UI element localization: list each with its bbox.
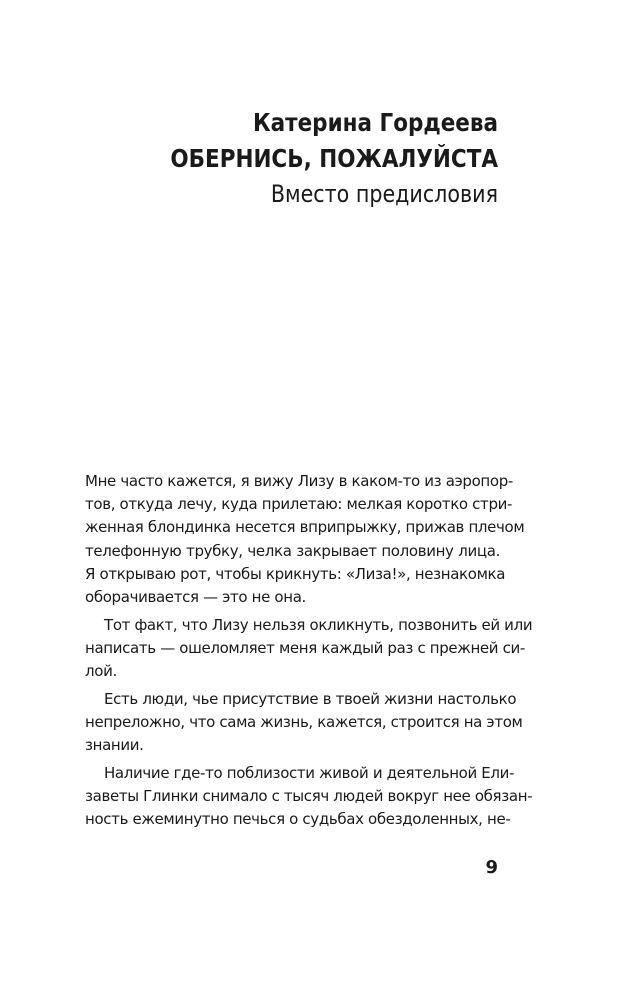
body-text [85,470,533,831]
paragraph [85,470,525,609]
paragraph [85,614,533,684]
text-line: тов, откуда лечу, куда прилетаю: мелкая коротко стри- [85,495,513,514]
text-line: заветы Глинки снимало с тысяч людей вокруг нее обязан- [85,786,533,805]
chapter-heading [78,105,498,211]
text-line: Есть люди, чье присутствие в твоей жизни настолько [104,689,517,708]
text-line: Я открываю рот, чтобы крикнуть: «Лиза!», незнакомка [85,564,506,583]
author-name: Катерина Гордеева [253,108,498,137]
chapter-title: ОБЕРНИСЬ, ПОЖАЛУЙСТА [170,144,498,173]
text-line: ность ежеминутно печься о судьбах обездоленных, не- [85,810,511,829]
text-line: оборачивается — это не она. [85,587,306,606]
paragraph [85,762,533,832]
text-line: Мне часто кажется, я вижу Лизу в каком-то из аэропор- [85,472,513,490]
text-line: знании. [85,736,144,755]
text-line: написать — ошеломляет меня каждый раз с прежней си- [85,638,525,657]
text-line: непреложно, что сама жизнь, кажется, строится на этом [85,712,523,731]
chapter-subtitle: Вместо предисловия [270,180,498,208]
text-line: телефонную трубку, челка закрывает половину лица. [85,541,500,560]
text-line: Наличие где-то поблизости живой и деятельной Ели- [104,763,515,782]
text-line: женная блондинка несется вприпрыжку, прижав плечом [85,518,525,537]
text-line: лой. [85,662,117,680]
text-line: Тот факт, что Лизу нельзя окликнуть, позвонить ей или [104,615,533,634]
paragraph [85,688,523,758]
page-number: 9 [485,857,498,878]
